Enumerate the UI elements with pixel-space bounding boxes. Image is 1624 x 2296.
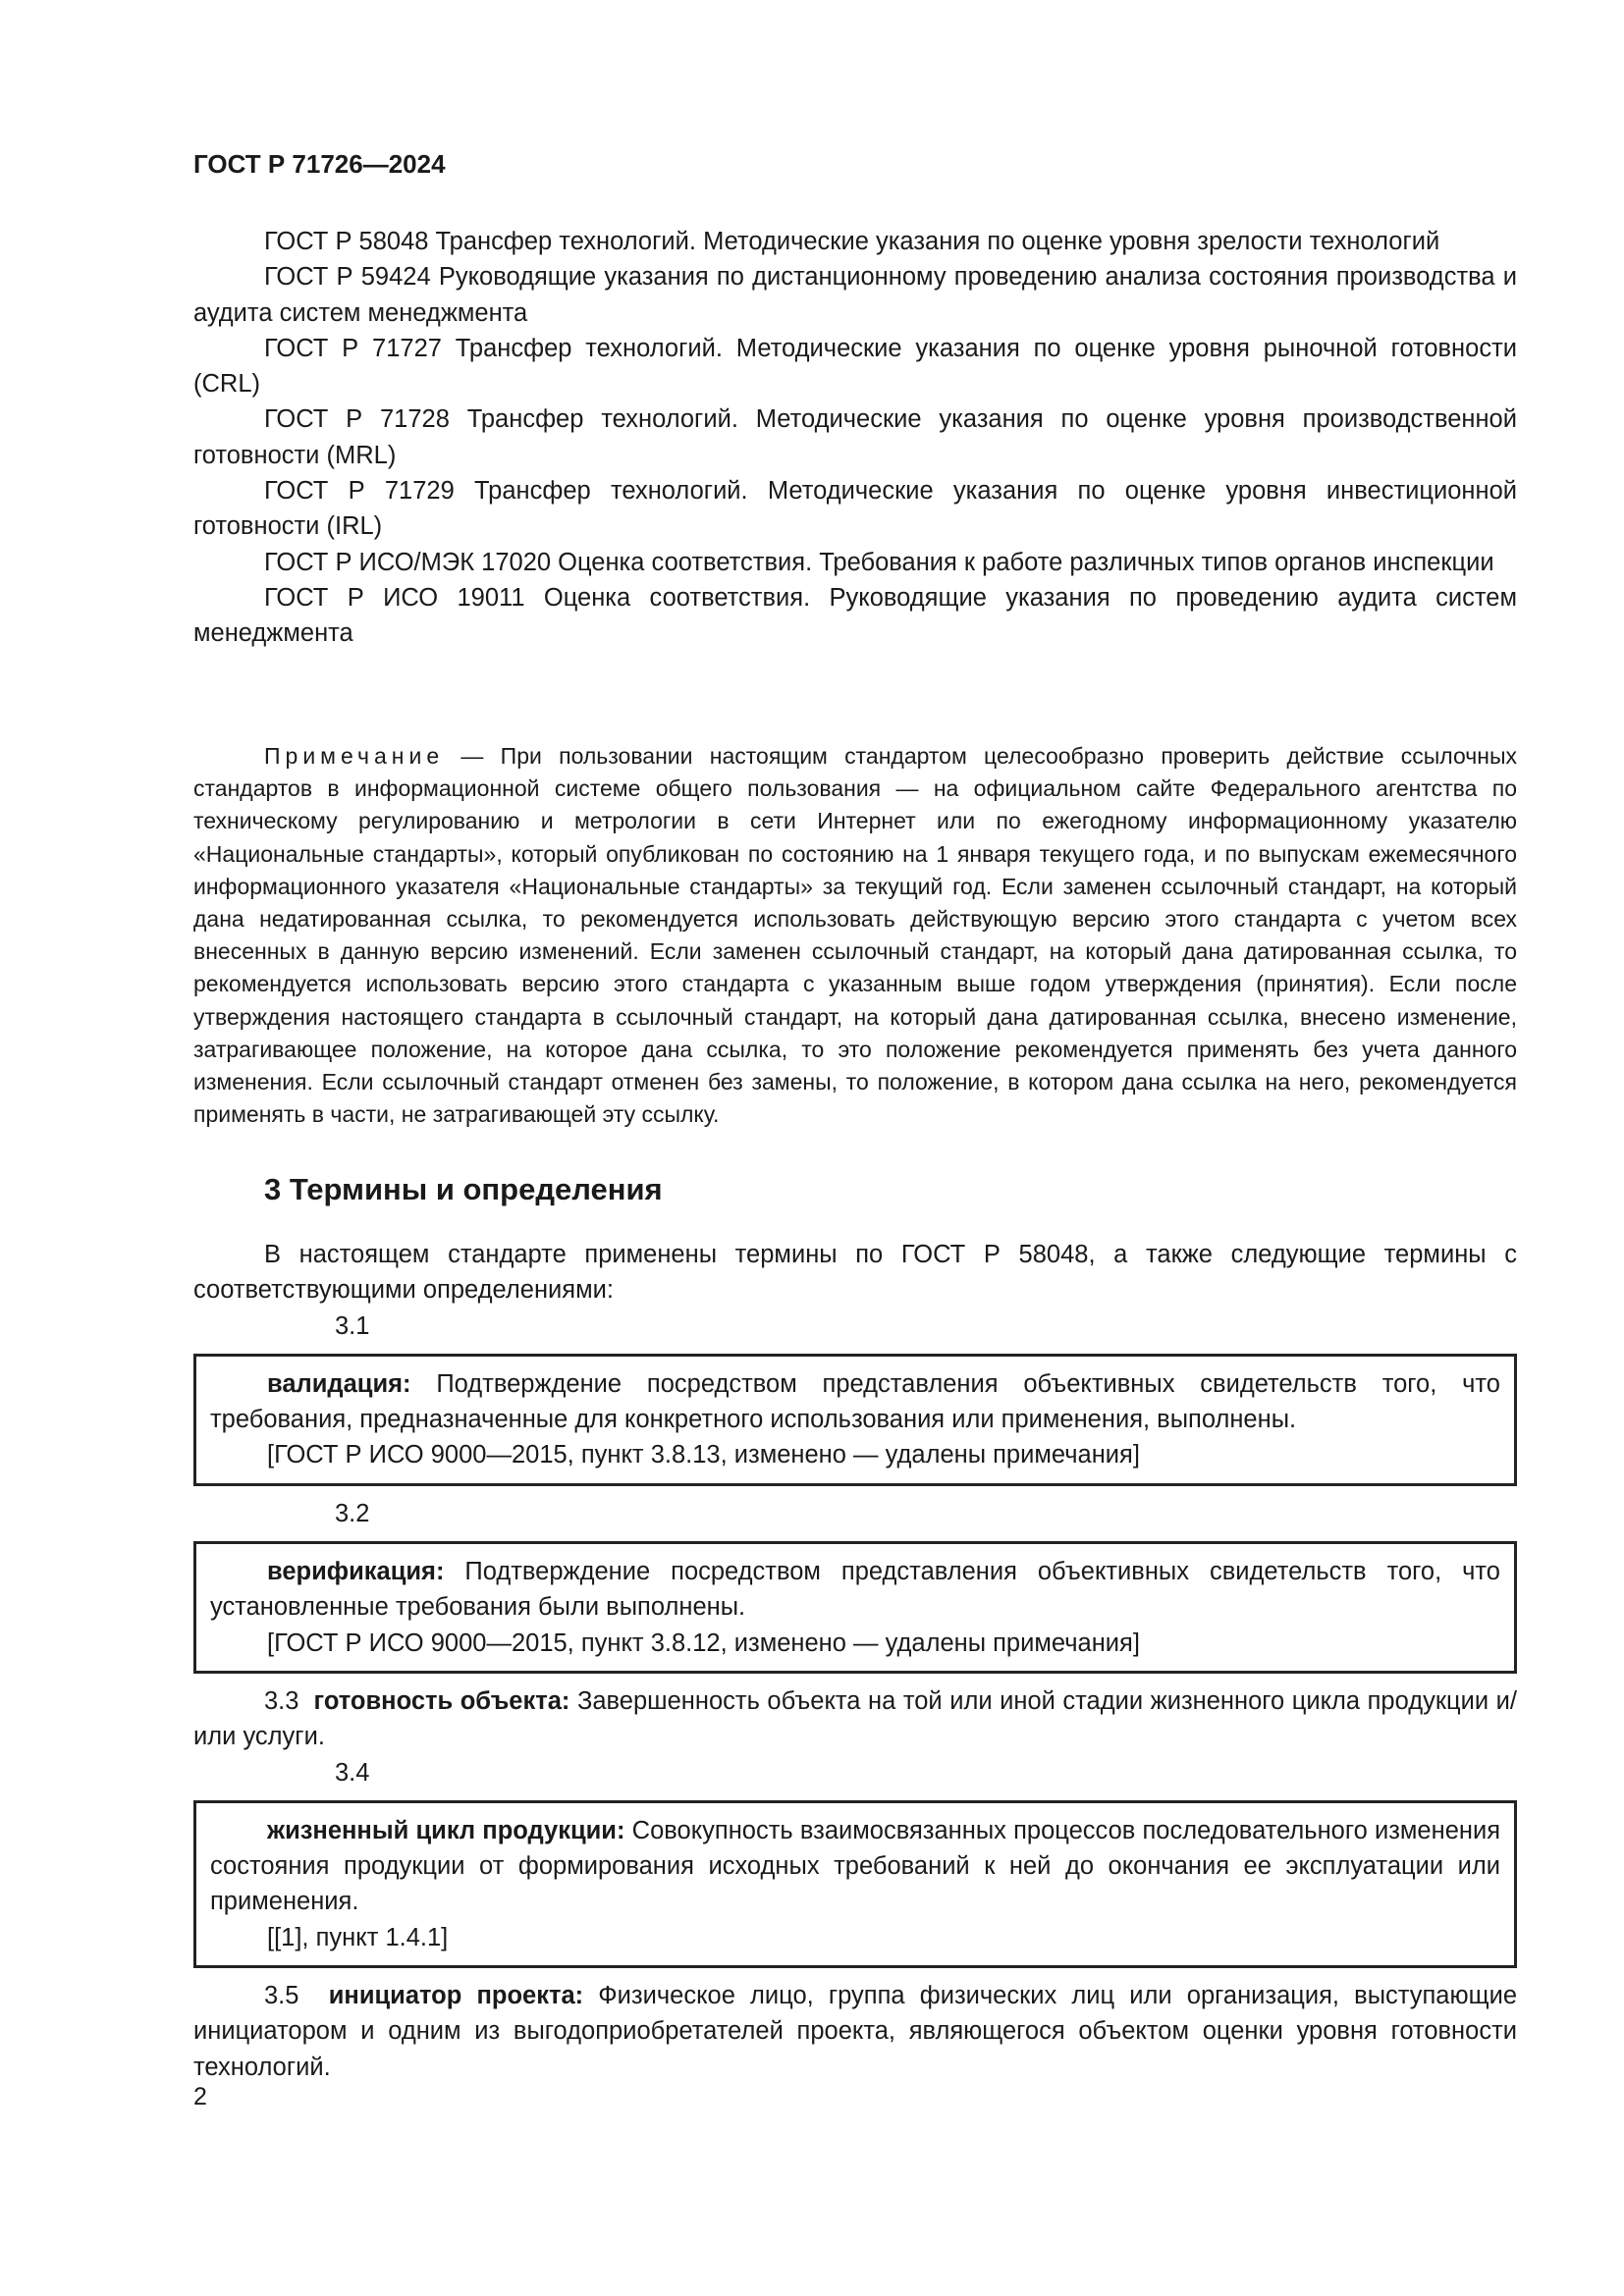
term-definition: [210, 1366, 1500, 1438]
term-box: [193, 1541, 1517, 1674]
term-definition: [193, 1683, 1517, 1755]
term-name: инициатор проекта:: [328, 1982, 584, 2010]
page-number: 2: [193, 2083, 207, 2110]
reference-item: ГОСТ Р 58048 Трансфер технологий. Методические указания по оценке уровня зрелости технологий: [264, 228, 1440, 255]
term-definition: [210, 1813, 1500, 1920]
term-number: 3.1: [335, 1311, 370, 1340]
term-name: готовность объекта:: [313, 1686, 570, 1715]
term-source: [ГОСТ Р ИСО 9000—2015, пункт 3.8.13, изменено — удалены примечания]: [267, 1441, 1140, 1469]
term-number: 3.5: [264, 1982, 299, 2010]
term-name: верификация:: [267, 1558, 445, 1586]
term-box: [193, 1800, 1517, 1968]
reference-item: ГОСТ Р 71728 Трансфер технологий. Методические указания по оценке уровня производственной готовности (MRL): [193, 405, 1517, 469]
term-number: 3.4: [335, 1758, 370, 1787]
term-text: Завершенность объекта на той или иной стадии жизненного цикла продукции и/или услуги.: [193, 1686, 1517, 1751]
reference-list: [193, 224, 1517, 652]
term-name: валидация:: [267, 1369, 411, 1398]
term-text: Подтверждение посредством представления объективных свидетельств того, что требования, предназначенные для конкретного использования или применения, выполнены.: [210, 1369, 1500, 1434]
section-title: 3 Термины и определения: [264, 1172, 663, 1206]
term-source: [ГОСТ Р ИСО 9000—2015, пункт 3.8.12, изменено — удалены примечания]: [267, 1629, 1140, 1657]
term-definition: [193, 1978, 1517, 2085]
document-header: ГОСТ Р 71726—2024: [193, 149, 446, 179]
reference-item: ГОСТ Р 71727 Трансфер технологий. Методические указания по оценке уровня рыночной готовности (CRL): [193, 334, 1517, 399]
reference-item: ГОСТ Р 71729 Трансфер технологий. Методические указания по оценке уровня инвестиционной готовности (IRL): [193, 477, 1517, 541]
term-text: Подтверждение посредством представления объективных свидетельств того, что установленные требования были выполнены.: [210, 1558, 1500, 1622]
reference-item: ГОСТ Р ИСО/МЭК 17020 Оценка соответствия. Требования к работе различных типов органов инспекции: [264, 548, 1494, 576]
terms-list: [193, 1237, 1517, 2085]
reference-item: ГОСТ Р 59424 Руководящие указания по дистанционному проведению анализа состояния производства и аудита систем менеджмента: [193, 263, 1517, 327]
term-definition: [210, 1554, 1500, 1626]
term-source: [[1], пункт 1.4.1]: [267, 1923, 449, 1951]
term-box: [193, 1354, 1517, 1486]
term-number: 3.3: [264, 1686, 299, 1715]
note: [193, 740, 1517, 1131]
term-text: Физическое лицо, группа физических лиц или организация, выступающие инициатором и одним из выгодоприобретателей проекта, являющегося объектом оценки уровня готовности технологий.: [193, 1982, 1518, 2081]
section-intro: В настоящем стандарте применены термины по ГОСТ Р 58048, а также следующие термины с соответствующими определениями:: [193, 1241, 1517, 1305]
note-text: — При пользовании настоящим стандартом целесообразно проверить действие ссылочных стандартов в информационной системе общего пользования — на официальном сайте Федерального агентства по техническому регулированию и метрологии в сети Интернет или по ежегодному информационному указателю «Национальные стандарты», который опубликован по состоянию на 1 января текущего года, и по выпускам ежемесячного информационного указателя «Национальные стандарты» за текущий год. Если заменен ссылочный стандарт, на который дана недатированная ссылка, то рекомендуется использовать действующую версию этого стандарта с учетом всех внесенных в данную версию изменений. Если заменен ссылочный стандарт, на который дана датированная ссылка, то рекомендуется использовать версию этого стандарта с указанным выше годом утверждения (принятия). Если после утверждения настоящего стандарта в ссылочный стандарт, на который дана датированная ссылка, внесено изменение, затрагивающее положение, на которое дана ссылка, то это положение рекомендуется применять без учета данного изменения. Если ссылочный стандарт отменен без замены, то положение, в котором дана ссылка на него, рекомендуется применять в части, не затрагивающей эту ссылку.: [193, 743, 1517, 1128]
term-number: 3.2: [335, 1499, 370, 1527]
term-name: жизненный цикл продукции:: [267, 1816, 625, 1844]
term-text: Совокупность взаимосвязанных процессов последовательного изменения состояния продукции от формирования исходных требований к ней до окончания ее эксплуатации или применения.: [210, 1816, 1501, 1916]
note-label: Примечание: [264, 743, 445, 769]
reference-item: ГОСТ Р ИСО 19011 Оценка соответствия. Руководящие указания по проведению аудита систем менеджмента: [193, 583, 1517, 648]
